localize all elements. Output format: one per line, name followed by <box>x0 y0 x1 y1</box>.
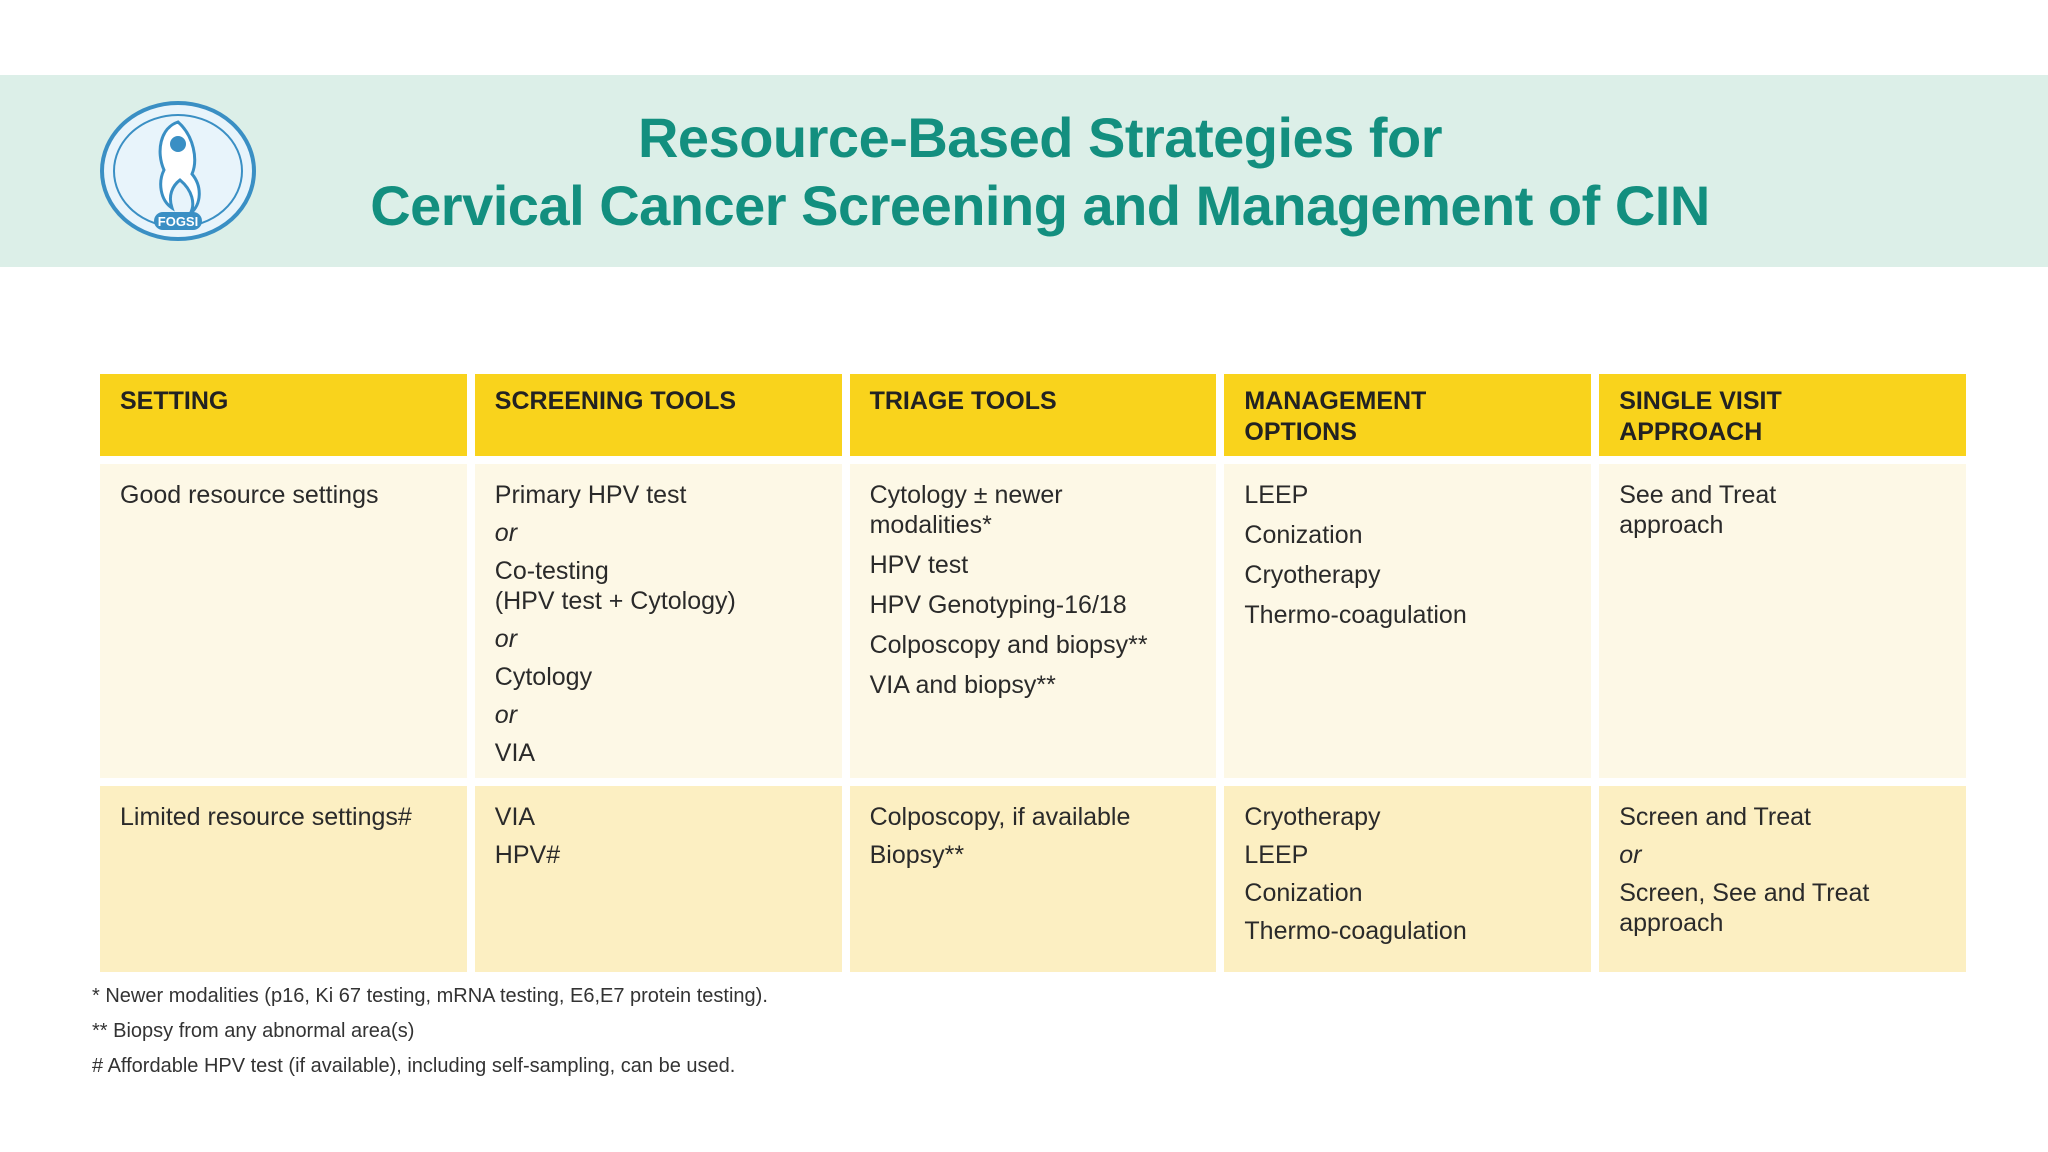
cell-screening: Primary HPV test or Co-testing (HPV test + Cytology) or Cytology or VIA <box>475 464 842 778</box>
title-line-2: Cervical Cancer Screening and Management of CIN <box>370 174 1710 237</box>
cell-screening: VIA HPV# <box>475 786 842 972</box>
fogsi-logo <box>98 100 258 242</box>
table-row-limited-resource <box>100 786 1966 972</box>
cell-triage: Colposcopy, if available Biopsy** <box>850 786 1217 972</box>
footnotes <box>92 983 1292 1088</box>
cell-single-visit: See and Treat approach <box>1599 464 1966 778</box>
header-screening-tools: SCREENING TOOLS <box>475 374 842 456</box>
cell-management: Cryotherapy LEEP Conization Thermo-coagulation <box>1224 786 1591 972</box>
footnote-asterisk: * Newer modalities (p16, Ki 67 testing, mRNA testing, E6,E7 protein testing). <box>92 985 768 1007</box>
header-single-visit-approach: SINGLE VISIT APPROACH <box>1599 374 1966 456</box>
page-title <box>300 104 1780 240</box>
footnote-hash: # Affordable HPV test (if available), including self-sampling, can be used. <box>92 1055 736 1077</box>
strategies-table <box>100 374 1966 972</box>
cell-setting: Good resource settings <box>100 464 467 778</box>
svg-text:FOGSI: FOGSI <box>157 214 199 229</box>
cell-triage: Cytology ± newer modalities* HPV test HPV Genotyping-16/18 Colposcopy and biopsy** VIA and biopsy** <box>850 464 1217 778</box>
table-header-row <box>100 374 1966 456</box>
cell-management: LEEP Conization Cryotherapy Thermo-coagulation <box>1224 464 1591 778</box>
footnote-double-asterisk: ** Biopsy from any abnormal area(s) <box>92 1020 415 1042</box>
cell-setting: Limited resource settings# <box>100 786 467 972</box>
header-triage-tools: TRIAGE TOOLS <box>850 374 1217 456</box>
cell-single-visit: Screen and Treat or Screen, See and Treat approach <box>1599 786 1966 972</box>
title-line-1: Resource-Based Strategies for <box>637 106 1442 169</box>
table-row-good-resource <box>100 464 1966 778</box>
header-management-options: MANAGEMENT OPTIONS <box>1224 374 1591 456</box>
header-setting: SETTING <box>100 374 467 456</box>
